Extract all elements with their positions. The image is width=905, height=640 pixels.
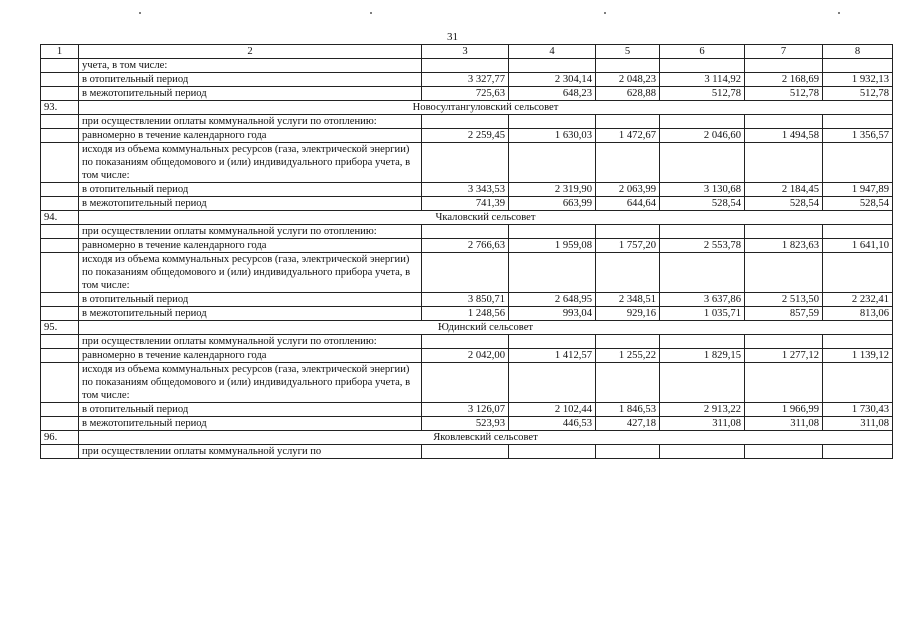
value-cell	[509, 253, 596, 293]
value-cell: 3 343,53	[422, 183, 509, 197]
value-cell: 2 048,23	[596, 73, 660, 87]
value-cell	[422, 445, 509, 459]
value-cell: 2 913,22	[660, 403, 745, 417]
region-number: 95.	[41, 321, 79, 335]
value-cell: 741,39	[422, 197, 509, 211]
table-row	[41, 445, 893, 459]
value-cell	[745, 335, 823, 349]
row-number-cell	[41, 143, 79, 183]
scan-speck	[838, 12, 840, 14]
value-cell: 1 494,58	[745, 129, 823, 143]
row-number-cell	[41, 225, 79, 239]
row-label: в отопительный период	[79, 73, 422, 87]
header-row	[41, 45, 893, 59]
table-row	[41, 253, 893, 293]
table-row	[41, 239, 893, 253]
value-cell: 1 823,63	[745, 239, 823, 253]
row-label: учета, в том числе:	[79, 59, 422, 73]
row-label: в отопительный период	[79, 403, 422, 417]
row-label: исходя из объема коммунальных ресурсов (газа, электрической энергии) по показаниям общедомового и (или) индивидуального прибора учета, в том числе:	[79, 143, 422, 183]
value-cell	[596, 253, 660, 293]
column-header: 7	[745, 45, 823, 59]
value-cell: 857,59	[745, 307, 823, 321]
value-cell: 1 757,20	[596, 239, 660, 253]
value-cell	[422, 115, 509, 129]
region-row	[41, 431, 893, 445]
row-number-cell	[41, 183, 79, 197]
value-cell: 2 348,51	[596, 293, 660, 307]
value-cell: 3 637,86	[660, 293, 745, 307]
row-number-cell	[41, 335, 79, 349]
value-cell	[745, 445, 823, 459]
row-label: в межотопительный период	[79, 307, 422, 321]
value-cell: 512,78	[660, 87, 745, 101]
value-cell: 3 126,07	[422, 403, 509, 417]
value-cell	[509, 335, 596, 349]
value-cell	[660, 59, 745, 73]
value-cell	[823, 115, 893, 129]
tariff-table	[40, 44, 893, 459]
value-cell: 1 829,15	[660, 349, 745, 363]
value-cell: 628,88	[596, 87, 660, 101]
value-cell: 648,23	[509, 87, 596, 101]
value-cell: 993,04	[509, 307, 596, 321]
value-cell	[823, 225, 893, 239]
column-header: 3	[422, 45, 509, 59]
value-cell: 813,06	[823, 307, 893, 321]
value-cell: 929,16	[596, 307, 660, 321]
row-number-cell	[41, 197, 79, 211]
region-number: 93.	[41, 101, 79, 115]
value-cell	[422, 253, 509, 293]
value-cell: 1 932,13	[823, 73, 893, 87]
value-cell	[509, 225, 596, 239]
row-number-cell	[41, 59, 79, 73]
value-cell	[660, 253, 745, 293]
value-cell: 2 184,45	[745, 183, 823, 197]
row-label: равномерно в течение календарного года	[79, 129, 422, 143]
value-cell	[509, 115, 596, 129]
value-cell: 3 130,68	[660, 183, 745, 197]
scan-speck	[139, 12, 141, 14]
region-row	[41, 211, 893, 225]
row-label: при осуществлении оплаты коммунальной услуги по отоплению:	[79, 115, 422, 129]
value-cell: 427,18	[596, 417, 660, 431]
value-cell	[660, 143, 745, 183]
row-label: исходя из объема коммунальных ресурсов (газа, электрической энергии) по показаниям общедомового и (или) индивидуального прибора учета, в том числе:	[79, 363, 422, 403]
value-cell	[596, 335, 660, 349]
row-number-cell	[41, 239, 79, 253]
value-cell: 1 035,71	[660, 307, 745, 321]
row-label: исходя из объема коммунальных ресурсов (газа, электрической энергии) по показаниям общедомового и (или) индивидуального прибора учета, в том числе:	[79, 253, 422, 293]
region-name: Яковлевский сельсовет	[79, 431, 893, 445]
value-cell	[823, 253, 893, 293]
value-cell: 528,54	[823, 197, 893, 211]
row-label: в межотопительный период	[79, 197, 422, 211]
row-number-cell	[41, 363, 79, 403]
value-cell: 523,93	[422, 417, 509, 431]
value-cell	[509, 363, 596, 403]
value-cell: 528,54	[660, 197, 745, 211]
table-body	[41, 59, 893, 459]
row-number-cell	[41, 445, 79, 459]
row-label: в отопительный период	[79, 183, 422, 197]
column-header: 2	[79, 45, 422, 59]
value-cell: 1 730,43	[823, 403, 893, 417]
table-row	[41, 115, 893, 129]
value-cell: 1 966,99	[745, 403, 823, 417]
value-cell	[823, 335, 893, 349]
row-label: при осуществлении оплаты коммунальной услуги по отоплению:	[79, 335, 422, 349]
scan-speck	[604, 12, 606, 14]
value-cell: 2 102,44	[509, 403, 596, 417]
column-header: 1	[41, 45, 79, 59]
value-cell	[660, 225, 745, 239]
value-cell: 2 232,41	[823, 293, 893, 307]
value-cell: 2 042,00	[422, 349, 509, 363]
value-cell	[422, 59, 509, 73]
value-cell	[422, 143, 509, 183]
row-label: в отопительный период	[79, 293, 422, 307]
region-number: 94.	[41, 211, 79, 225]
value-cell: 2 063,99	[596, 183, 660, 197]
scan-speck	[370, 12, 372, 14]
value-cell: 3 850,71	[422, 293, 509, 307]
value-cell	[422, 225, 509, 239]
region-name: Юдинский сельсовет	[79, 321, 893, 335]
row-label: равномерно в течение календарного года	[79, 349, 422, 363]
region-row	[41, 101, 893, 115]
value-cell: 2 259,45	[422, 129, 509, 143]
value-cell	[660, 335, 745, 349]
value-cell	[422, 363, 509, 403]
value-cell	[596, 363, 660, 403]
value-cell	[660, 445, 745, 459]
value-cell: 512,78	[823, 87, 893, 101]
row-number-cell	[41, 115, 79, 129]
value-cell: 2 553,78	[660, 239, 745, 253]
column-header: 4	[509, 45, 596, 59]
row-label: при осуществлении оплаты коммунальной услуги по	[79, 445, 422, 459]
value-cell: 725,63	[422, 87, 509, 101]
value-cell	[823, 363, 893, 403]
table-row	[41, 403, 893, 417]
row-number-cell	[41, 129, 79, 143]
table-row	[41, 87, 893, 101]
value-cell	[596, 143, 660, 183]
row-label: в межотопительный период	[79, 87, 422, 101]
row-label: при осуществлении оплаты коммунальной услуги по отоплению:	[79, 225, 422, 239]
row-label: равномерно в течение календарного года	[79, 239, 422, 253]
row-number-cell	[41, 349, 79, 363]
region-name: Новосултангуловский сельсовет	[79, 101, 893, 115]
value-cell	[596, 225, 660, 239]
value-cell: 1 947,89	[823, 183, 893, 197]
table-row	[41, 307, 893, 321]
row-number-cell	[41, 293, 79, 307]
value-cell: 644,64	[596, 197, 660, 211]
value-cell	[745, 225, 823, 239]
value-cell: 311,08	[823, 417, 893, 431]
row-number-cell	[41, 307, 79, 321]
value-cell: 1 630,03	[509, 129, 596, 143]
column-header: 8	[823, 45, 893, 59]
row-number-cell	[41, 73, 79, 87]
value-cell	[596, 115, 660, 129]
value-cell	[745, 115, 823, 129]
value-cell	[509, 445, 596, 459]
row-number-cell	[41, 417, 79, 431]
value-cell	[745, 363, 823, 403]
table-row	[41, 183, 893, 197]
value-cell: 2 513,50	[745, 293, 823, 307]
value-cell	[745, 59, 823, 73]
region-number: 96.	[41, 431, 79, 445]
value-cell: 3 114,92	[660, 73, 745, 87]
value-cell	[823, 59, 893, 73]
row-number-cell	[41, 253, 79, 293]
value-cell: 1 641,10	[823, 239, 893, 253]
value-cell: 446,53	[509, 417, 596, 431]
value-cell: 1 472,67	[596, 129, 660, 143]
value-cell: 1 255,22	[596, 349, 660, 363]
value-cell	[596, 445, 660, 459]
value-cell: 1 356,57	[823, 129, 893, 143]
page-number: 31	[447, 31, 458, 43]
value-cell	[509, 59, 596, 73]
value-cell: 2 046,60	[660, 129, 745, 143]
value-cell: 1 412,57	[509, 349, 596, 363]
region-row	[41, 321, 893, 335]
table-row	[41, 335, 893, 349]
value-cell: 1 846,53	[596, 403, 660, 417]
value-cell: 663,99	[509, 197, 596, 211]
table-row	[41, 143, 893, 183]
value-cell: 1 277,12	[745, 349, 823, 363]
table-row	[41, 197, 893, 211]
value-cell: 2 766,63	[422, 239, 509, 253]
row-number-cell	[41, 87, 79, 101]
value-cell	[823, 445, 893, 459]
table-row	[41, 73, 893, 87]
row-label: в межотопительный период	[79, 417, 422, 431]
table-row	[41, 349, 893, 363]
table-row	[41, 293, 893, 307]
value-cell	[509, 143, 596, 183]
region-name: Чкаловский сельсовет	[79, 211, 893, 225]
value-cell: 311,08	[745, 417, 823, 431]
value-cell: 1 139,12	[823, 349, 893, 363]
value-cell: 2 648,95	[509, 293, 596, 307]
value-cell	[422, 335, 509, 349]
table-row	[41, 129, 893, 143]
value-cell	[745, 253, 823, 293]
table-row	[41, 417, 893, 431]
column-header: 5	[596, 45, 660, 59]
row-number-cell	[41, 403, 79, 417]
value-cell	[745, 143, 823, 183]
value-cell: 1 248,56	[422, 307, 509, 321]
value-cell: 528,54	[745, 197, 823, 211]
value-cell: 2 168,69	[745, 73, 823, 87]
value-cell: 1 959,08	[509, 239, 596, 253]
column-header: 6	[660, 45, 745, 59]
value-cell: 2 304,14	[509, 73, 596, 87]
value-cell	[660, 115, 745, 129]
table-row	[41, 59, 893, 73]
value-cell: 311,08	[660, 417, 745, 431]
value-cell	[660, 363, 745, 403]
value-cell	[823, 143, 893, 183]
value-cell: 512,78	[745, 87, 823, 101]
value-cell	[596, 59, 660, 73]
value-cell: 3 327,77	[422, 73, 509, 87]
table-row	[41, 225, 893, 239]
table-row	[41, 363, 893, 403]
value-cell: 2 319,90	[509, 183, 596, 197]
